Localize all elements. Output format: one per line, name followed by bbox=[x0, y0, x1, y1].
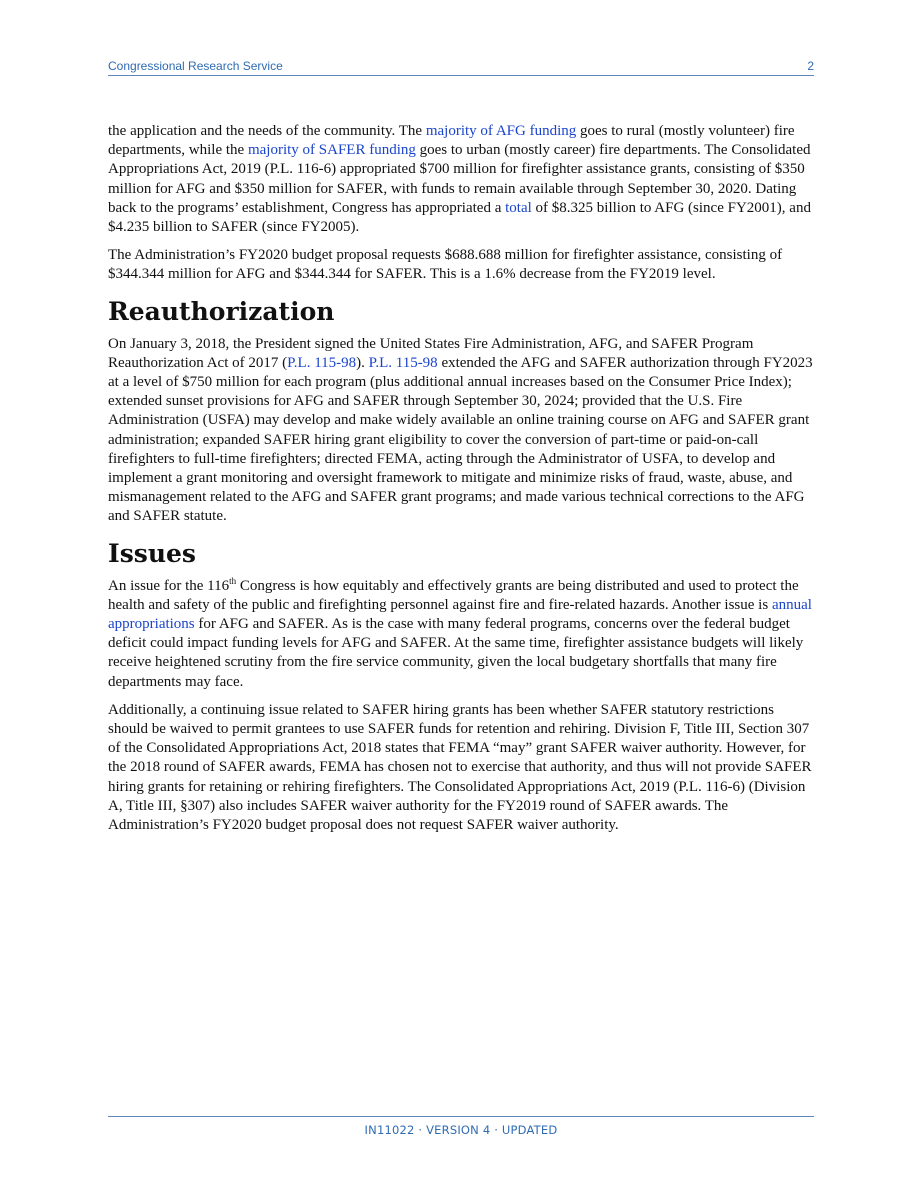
text-run: for AFG and SAFER. As is the case with many federal programs, concerns over the federal budget deficit could impact funding levels for AFG and SAFER. At the same time, firefighter assistance budgets will likely receive heightened scrutiny from the fire service community, given the local budgetary shortfalls that many fire departments may face. bbox=[108, 616, 804, 690]
link-total[interactable]: total bbox=[505, 199, 532, 216]
footer-version-label: IN11022 · VERSION 4 · UPDATED bbox=[364, 1123, 558, 1137]
document-body bbox=[108, 122, 814, 844]
text-run: goes to rural (mostly volunteer) fire departments, while the bbox=[108, 123, 795, 159]
text-run: extended the AFG and SAFER authorization through FY2023 at a level of $750 million for each program (plus additional annual increases based on the Consumer Price Index); extended sunset provisions for AFG and SAFER through September 30, 2024; provided that the U.S. Fire Administration (USFA) may develop and make widely available an online training course on AFG and SAFER grant administration; expanded SAFER hiring grant eligibility to cover the conversion of part-time or paid-on-call firefighters to full-time firefighters; directed FEMA, acting through the Administrator of USFA, to develop and implement a grant monitoring and oversight framework to mitigate and minimize risks of fraud, waste, abuse, and mismanagement related to the AFG and SAFER grant programs; and made various technical corrections to the AFG and SAFER statute. bbox=[108, 354, 813, 525]
paragraph-funding bbox=[108, 122, 814, 237]
link-majority-safer-funding[interactable]: majority of SAFER funding bbox=[247, 142, 416, 159]
link-majority-afg-funding[interactable]: majority of AFG funding bbox=[425, 123, 577, 139]
link-pl-115-98[interactable]: P.L. 115-98 bbox=[287, 354, 357, 371]
header-org-name: Congressional Research Service bbox=[108, 59, 283, 73]
link-annual-appropriations[interactable]: annual appropriations bbox=[108, 596, 812, 633]
paragraph-budget-proposal: The Administration’s FY2020 budget proposal requests $688.688 million for firefighter assistance, consisting of $344.344 million for AFG and $344.344 for SAFER. This is a 1.6% decrease from the FY2019 level. bbox=[108, 247, 783, 283]
heading-issues: Issues bbox=[108, 538, 197, 568]
paragraph-reauthorization bbox=[108, 335, 814, 527]
text-run: goes to urban (mostly career) fire departments. The Consolidated Appropriations Act, 2019 (P.L. 116-6) appropriated $700 million for firefighter assistance grants, consisting of $350 million for AFG and $350 million for SAFER, with funds to remain available through September 30, 2020. Dating back to the programs’ establishment, Congress has appropriated a bbox=[108, 142, 811, 216]
heading-reauthorization: Reauthorization bbox=[108, 296, 335, 326]
header-page-number: 2 bbox=[807, 59, 814, 73]
paragraph-issues-2: Additionally, a continuing issue related to SAFER hiring grants has been whether SAFER statutory restrictions should be waived to permit grantees to use SAFER funds for retention and rehiring. Division F, Title III, Section 307 of the Consolidated Appropriations Act, 2018 states that FEMA “may” grant SAFER waiver authority. However, for the 2018 round of SAFER awards, FEMA has chosen not to exercise that authority, and thus will not provide SAFER hiring grants for retaining or rehiring firefighters. The Consolidated Appropriations Act, 2019 (P.L. 116-6) (Division A, Title III, §307) also includes SAFER waiver authority for the FY2019 round of SAFER awards. The Administration’s FY2020 budget proposal does not request SAFER waiver authority. bbox=[108, 701, 812, 834]
text-run: of $8.325 billion to AFG (since FY2001), and $4.235 billion to SAFER (since FY2005). bbox=[108, 199, 811, 236]
link-pl-115-98-second[interactable]: P.L. 115-98 bbox=[368, 354, 438, 371]
ordinal-suffix: th bbox=[229, 575, 237, 586]
running-header bbox=[108, 57, 814, 76]
text-run: ). bbox=[356, 354, 369, 371]
text-run: Congress is how equitably and effectively grants are being distributed and used to protect the health and safety of the public and firefighting personnel against fire and fire-related hazards. Another issue is bbox=[108, 577, 799, 613]
text-run: On January 3, 2018, the President signed the United States Fire Administration, AFG, and SAFER Program Reauthorization Act of 2017 ( bbox=[108, 335, 754, 371]
text-run: An issue for the 116 bbox=[108, 577, 230, 594]
paragraph-issues-1 bbox=[108, 577, 814, 692]
text-run: the application and the needs of the community. The bbox=[108, 123, 426, 139]
running-footer bbox=[108, 1116, 814, 1137]
